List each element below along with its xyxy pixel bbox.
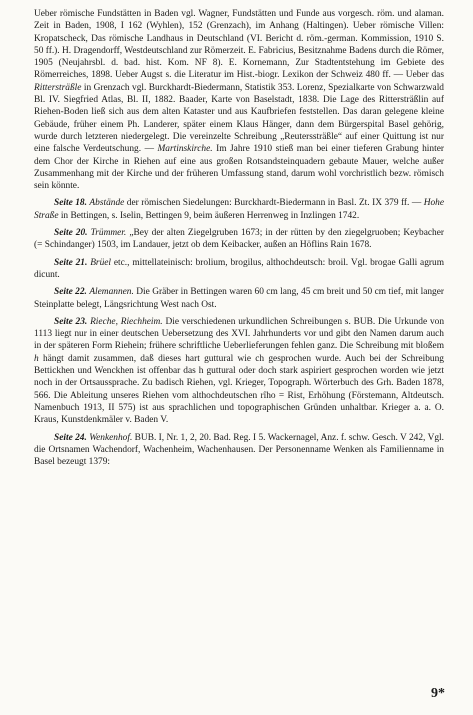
note-seite-18 xyxy=(34,197,444,222)
intro-paragraph xyxy=(34,8,444,192)
note-text: etc., mittellateinisch: brolium, brogilus, althochdeutsch: broil. Vgl. brogae Galli agrum dicunt. xyxy=(34,257,445,280)
note-text: der römischen Siedelungen: Burckhardt-Biedermann in Basl. Zt. IX 379 ff. — xyxy=(124,198,424,209)
note-seite-24 xyxy=(34,432,444,469)
note-page-ref: Seite 24. xyxy=(54,432,87,443)
note-seite-23 xyxy=(34,316,444,427)
note-lemma: Brüel xyxy=(90,257,112,268)
intro-text-2: in Grenzach vgl. Burckhardt-Biedermann, Statistik 353. Lorenz, Spezialkarte von Schwarzwald Bl. IV. Siegfried Atlas, Bl. II, 1882. Baader, Karte von Baselstadt, 1838. Die Lage des Rittersträßlin auf Riehen-Boden ließ sich aus dem alten Kataster und aus Kaufbriefen feststellen. Das daran gelegene kleine Gebäude, früher einem Ph. Landerer, später einem Klaus Hänger, dann dem Bürgerspital Basel gehörig, wurde durch letzteren niedergelegt. Die vereinzelte Schreibung „Reuterssträßle“ auf einer Quittung ist nur eine falsche Verdeutschung. — xyxy=(34,82,444,155)
note-seite-20 xyxy=(34,227,444,252)
note-page-ref: Seite 21. xyxy=(54,257,88,268)
note-page-ref: Seite 18. xyxy=(54,198,87,209)
note-lemma: Abstände xyxy=(89,198,125,209)
note-text: Die verschiedenen urkundlichen Schreibungen s. BUB. Die Urkunde von 1113 liegt nur in einer deutschen Uebersetzung des XVI. Jahrhunderts vor und gibt den Namen darum auch in der späteren Form Riehein; frühere schriftliche Ueberlieferungen fehlen ganz. Die Schreibung mit bloßem xyxy=(34,316,445,352)
note-lemma: Trümmer. xyxy=(90,228,127,239)
note-text: „Bey der alten Ziegelgruben 1673; in der rütten by den ziegelgruoben; Keybacher (= Schindanger) 1503, im Landauer, jetzt ob dem Keibacker, außen an Höflins Rain 1678. xyxy=(34,228,444,251)
page-text xyxy=(34,8,444,468)
note-text: Die Gräber in Bettingen waren 60 cm lang, 45 cm breit und 50 cm tief, mit langer Steinplatte belegt, Längsrichtung West nach Ost. xyxy=(34,287,445,310)
page-number: 9* xyxy=(431,686,445,701)
note-lemma-2: Hohe Straße xyxy=(34,198,445,221)
intro-term-ritterstraessle: Rittersträßle xyxy=(34,82,82,93)
intro-text-3: Im Jahre 1910 stieß man bei einer tieferen Grabung hinter dem Chor der Kirche in Riehen auf eine aus großen Rotsandsteinquadern gebaute Mauer, welche außer Zusammenhang mit der Kirche und der früheren Umfassung stand, darum wohl vorchristlich bezw. römisch sein könnte. xyxy=(34,144,444,192)
note-lemma: Wenkenhof. xyxy=(89,432,133,443)
note-lemma-2: h xyxy=(34,353,39,364)
note-text-2: hängt damit zusammen, daß dieses hart guttural wie ch gesprochen wurde. Auch bei der Schreibung Bettickhen und Wenckhen ist offenbar das h guttural oder doch stark aspiriert gesprochen worden wie jetzt noch in der Ortsaussprache. Zu badisch Riehen, vgl. Krieger, Topograph. Wörterbuch des Grh. Baden 1878, 566. Die Ableitung unseres Riehen vom althochdeutschen rîho = Rist, Erhöhung (Förstemann, Altdeutsch. Namenbuch 1913, II 575) ist aus sprachlichen und topographischen Gründen unhaltbar. Krieger a. a. O. Kraus, Kunstdenkmäler v. Baden V. xyxy=(34,353,444,426)
note-text-2: in Bettingen, s. Iselin, Bettingen 9, beim äußeren Herrenweg in Inzlingen 1742. xyxy=(58,210,360,221)
intro-text-1: Ueber römische Fundstätten in Baden vgl. Wagner, Fundstätten und Funde aus vorgesch. röm. und alaman. Zeit in Baden, 1908, I 162 (Wyhlen), 152 (Grenzach), im Anhang (Haltingen). Ueber römische Villen: Kropatscheck, Das römische Landhaus in Deutschland (VI. Bericht d. röm.-german. Kommission, 1910 S. 50 ff.). H. Dragendorff, Westdeutschland zur Römerzeit. E. Fabricius, Besitznahme Badens durch die Römer, 1905 (Neujahrsbl. d. bad. hist. Kom. NF 8). E. Kornemann, Zur Stadtentstehung im Gebiete des Römerreiches, 1898. Ueber Augst s. die Literatur im Hist.-biogr. Lexikon der Schweiz 480 ff. — Ueber das xyxy=(34,9,444,81)
intro-term-martinskirche: Martinskirche. xyxy=(157,144,213,155)
note-seite-21 xyxy=(34,257,444,282)
note-page-ref: Seite 22. xyxy=(54,287,87,298)
note-seite-22 xyxy=(34,286,444,311)
note-lemma: Rieche, Riechheim. xyxy=(90,316,163,327)
note-page-ref: Seite 20. xyxy=(54,228,88,239)
note-text: BUB. I, Nr. 1, 2, 20. Bad. Reg. I 5. Wackernagel, Anz. f. schw. Gesch. V 242, Vgl. die Ortsnamen Wachendorf, Wachenheim, Wachenhausen. Der Personenname Wenken als Familienname in Basel bezeugt 1379: xyxy=(34,432,444,468)
note-page-ref: Seite 23. xyxy=(54,316,88,327)
note-lemma: Alemannen. xyxy=(89,287,134,298)
